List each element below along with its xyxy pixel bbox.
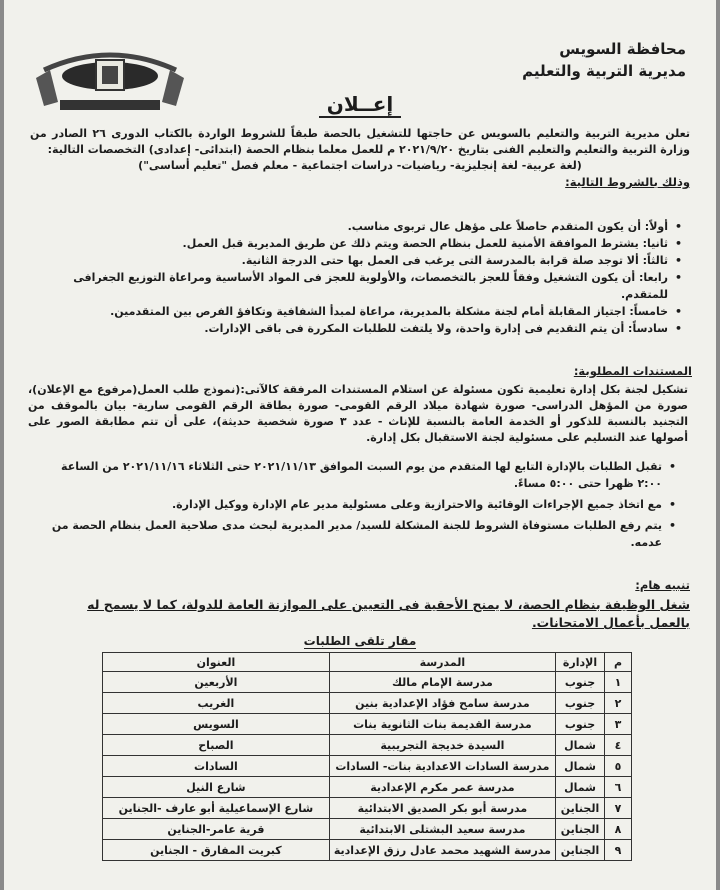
row-address: الصباح (103, 735, 330, 756)
row-school: السيدة خديجة التجريبية (329, 735, 555, 756)
header-admin: الإدارة (556, 653, 605, 672)
conditions-title: وذلك بالشروط التالية: (565, 175, 690, 189)
row-num: ٣ (605, 714, 632, 735)
row-address: قرية عامر-الجناين (103, 819, 330, 840)
condition-item: • ثانيا: يشترط الموافقة الأمنية للعمل بنظام الحصة ويتم ذلك عن طريق المديرية قبل العمل. (44, 235, 682, 252)
condition-item: • أولاً: أن يكون المتقدم حاصلاً على مؤهل عال تربوى مناسب. (44, 218, 682, 235)
condition-item: • سادساً: أن يتم التقديم فى إدارة واحدة، ولا يلتفت للطلبات المكررة فى باقى الإدارات. (44, 320, 682, 337)
row-school: مدرسة الإمام مالك (329, 672, 555, 693)
row-num: ٧ (605, 798, 632, 819)
table-row (103, 777, 632, 798)
row-num: ٢ (605, 693, 632, 714)
row-admin: جنوب (556, 714, 605, 735)
row-admin: جنوب (556, 693, 605, 714)
procedure-item: • تقبل الطلبات بالإدارة التابع لها المتقدم من يوم السبت الموافق ٢٠٢١/١١/١٣ حتى الثلاثاء ٢٠٢١/١١/١٦ من الساعة ٢:٠٠ ظهرا حتى ٥:٠٠ مساءً. (40, 458, 676, 492)
row-address: كبريت المفارق - الجناين (103, 840, 330, 861)
row-num: ٩ (605, 840, 632, 861)
table-row (103, 840, 632, 861)
table-row (103, 798, 632, 819)
row-address: السويس (103, 714, 330, 735)
intro-text: تعلن مديرية التربية والتعليم بالسويس عن حاجتها للتشغيل بالحصة طبقاً للشروط الواردة بالكتاب الدورى ٢٦ الصادر من وزارة التربية والتعليم والتعليم الفنى بتاريخ ٢٠٢١/٩/٢٠ م للعمل معلما بنظام الحصة (ابتدائى- إعدادى) التخصصات التالية: (30, 127, 690, 156)
row-num: ٦ (605, 777, 632, 798)
row-admin: الجناين (556, 798, 605, 819)
row-school: مدرسة عمر مكرم الإعدادية (329, 777, 555, 798)
row-school: مدرسة سعيد البشتلى الابتدائية (329, 819, 555, 840)
table-row (103, 756, 632, 777)
row-school: مدرسة القديمة بنات الثانوية بنات (329, 714, 555, 735)
table-row (103, 672, 632, 693)
row-address: السادات (103, 756, 330, 777)
table-row (103, 693, 632, 714)
row-address: شارع النيل (103, 777, 330, 798)
row-school: مدرسة السادات الاعدادية بنات- السادات (329, 756, 555, 777)
note-text: شغل الوظيفة بنظام الحصة، لا يمنح الأحقية فى التعيين على الموازنة العامة للدولة، كما لا يسمح له بالعمل بأعمال الامتحانات. (87, 597, 690, 630)
procedures-list (40, 458, 676, 555)
table-row (103, 714, 632, 735)
header-num: م (605, 653, 632, 672)
documents-title: المستندات المطلوبة: (573, 364, 692, 378)
table-title-text: مقار تلقى الطلبات (303, 634, 417, 648)
table-header-row (103, 653, 632, 672)
row-num: ٤ (605, 735, 632, 756)
procedure-item: • يتم رفع الطلبات مستوفاة الشروط للجنة المشكلة للسيد/ مدير المديرية لبحث مدى صلاحية العمل بنظام الحصة من عدمه. (40, 517, 676, 551)
conditions-list (44, 218, 682, 337)
row-school: مدرسة أبو بكر الصديق الابتدائية (329, 798, 555, 819)
announcement-title (4, 92, 716, 116)
row-num: ٥ (605, 756, 632, 777)
row-admin: شمال (556, 777, 605, 798)
announcement-paper (4, 0, 716, 890)
table-row (103, 735, 632, 756)
announcement-title-text: إعــلان (319, 92, 401, 118)
row-admin: جنوب (556, 672, 605, 693)
row-school: مدرسة سامح فؤاد الإعدادية بنين (329, 693, 555, 714)
governorate-name: محافظة السويس (559, 40, 686, 58)
intro-block (30, 126, 690, 190)
documents-text: تشكيل لجنة بكل إدارة تعليمية تكون مسئولة عن استلام المستندات المرفقة كالآتى:(نموذج طلب العمل(مرفوع مع الإعلان)، صورة من المؤهل الدراسى- صورة شهادة ميلاد الرقم القومى- صورة بطاقة الرقم القومى سارية- بيان بالموقف من التجنيد بالنسبة للذكور أو الخدمة العامة بالنسبة للإناث - عدد ٣ صورة شخصية حديثة)، على أن تتم مطابقة الصور على أصولها عند التسليم على مسئولية لجنة الاستقبال بكل إدارة. (28, 383, 689, 444)
row-num: ١ (605, 672, 632, 693)
condition-item: • خامساً: اجتياز المقابلة أمام لجنة مشكلة بالمديرية، مراعاة لمبدأ الشفافية وتكافؤ الفرص بين المتقدمين. (44, 303, 682, 320)
table-row (103, 819, 632, 840)
header-address: العنوان (103, 653, 330, 672)
locations-table (102, 652, 632, 861)
header (522, 38, 686, 82)
procedure-item: • مع اتخاذ جميع الإجراءات الوقائية والاحترازية وعلى مسئولية مدير عام الإدارة ووكيل الإدارة. (40, 496, 676, 513)
row-admin: الجناين (556, 840, 605, 861)
row-admin: شمال (556, 756, 605, 777)
subjects-text: (لغة عربية- لغة إنجليزية- رياضيات- دراسات اجتماعية - معلم فصل "تعليم أساسى") (138, 159, 582, 172)
condition-item: • ثالثاً: ألا توجد صلة قرابة بالمدرسة التى يرغب فى العمل بها حتى الدرجة الثانية. (44, 252, 682, 269)
note-title: تنبيه هام: (635, 578, 690, 592)
row-admin: الجناين (556, 819, 605, 840)
header-school: المدرسة (329, 653, 555, 672)
row-school: مدرسة الشهيد محمد عادل رزق الإعدادية (329, 840, 555, 861)
table-title (4, 634, 716, 648)
row-num: ٨ (605, 819, 632, 840)
row-address: شارع الإسماعيلية أبو عارف -الجناين (103, 798, 330, 819)
directorate-name: مديرية التربية والتعليم (522, 62, 686, 80)
row-address: الأربعين (103, 672, 330, 693)
row-admin: شمال (556, 735, 605, 756)
row-address: الغريب (103, 693, 330, 714)
condition-item: • رابعا: أن يكون التشغيل وفقاً للعجز بالتخصصات، والأولوية للعجز فى المواد الأساسية ومراعاة التوزيع الجغرافى للمتقدم. (44, 269, 682, 303)
